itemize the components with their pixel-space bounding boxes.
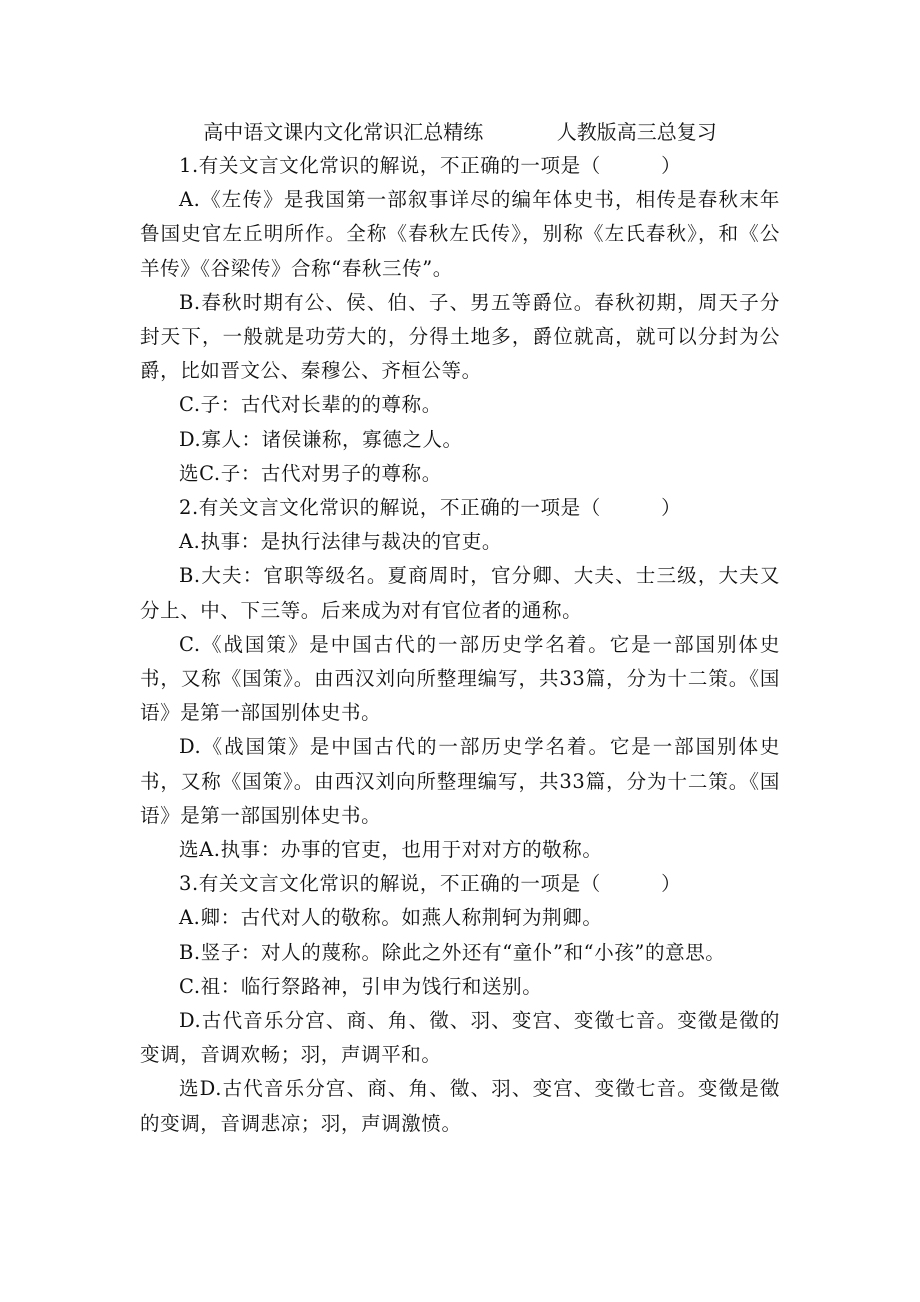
question-1-stem: 1.有关文言文化常识的解说，不正确的一项是（ ） — [179, 154, 682, 177]
question-1-option-a: A.《左传》是我国第一部叙事详尽的编年体史书，相传是春秋末年鲁国史官左丘明所作。全称《春秋左氏传》，别称《左氏春秋》，和《公羊传》《谷梁传》合称“春秋三传”。 — [140, 188, 780, 280]
question-1-answer: 选C.子：古代对男子的尊称。 — [179, 461, 442, 485]
question-3-option-d: D.古代音乐分宫、商、角、徵、羽、变宫、变徵七音。变徵是徵的变调，音调欢畅；羽，声调平和。 — [140, 1009, 780, 1067]
question-3-stem: 3.有关文言文化常识的解说，不正确的一项是（ ） — [179, 872, 682, 896]
question-1-option-b: B.春秋时期有公、侯、伯、子、男五等爵位。春秋初期，周天子分封天下，一般就是功劳大的，分得土地多，爵位就高，就可以分封为公爵，比如晋文公、秦穆公、齐桓公等。 — [140, 290, 780, 383]
question-1-option-c: C.子：古代对长辈的的尊称。 — [179, 393, 442, 417]
question-2-option-b: B.大夫：官职等级名。夏商周时，官分卿、大夫、士三级，大夫又分上、中、下三等。后来成为对有官位者的通称。 — [140, 564, 780, 622]
question-2-answer: 选A.执事：办事的官吏，也用于对对方的敬称。 — [179, 838, 603, 862]
question-3-answer: 选D.古代音乐分宫、商、角、徵、羽、变宫、变徵七音。变徵是徵的变调，音调悲凉；羽，声调激愤。 — [140, 1077, 780, 1135]
question-3-option-b: B.竖子：对人的蔑称。除此之外还有“童仆”和“小孩”的意思。 — [179, 940, 726, 964]
question-2-option-d: D.《战国策》是中国古代的一部历史学名着。它是一部国别体史书，又称《国策》。由西汉刘向所整理编写，共33篇，分为十二策。《国语》是第一部国别体史书。 — [140, 735, 780, 827]
question-3-option-c: C.祖：临行祭路神，引申为饯行和送别。 — [179, 974, 543, 998]
question-2-stem: 2.有关文言文化常识的解说，不正确的一项是（ ） — [179, 496, 682, 520]
document-body — [140, 149, 780, 1141]
question-1-option-d: D.寡人：诸侯谦称，寡德之人。 — [179, 427, 463, 451]
document-title: 高中语文课内文化常识汇总精练 人教版高三总复习 — [203, 120, 717, 144]
question-3-option-a: A.卿：古代对人的敬称。如燕人称荆轲为荆卿。 — [179, 906, 603, 930]
question-2-option-c: C.《战国策》是中国古代的一部历史学名着。它是一部国别体史书，又称《国策》。由西汉刘向所整理编写，共33篇，分为十二策。《国语》是第一部国别体史书。 — [140, 632, 780, 725]
question-2-option-a: A.执事：是执行法律与裁决的官吏。 — [179, 530, 502, 554]
